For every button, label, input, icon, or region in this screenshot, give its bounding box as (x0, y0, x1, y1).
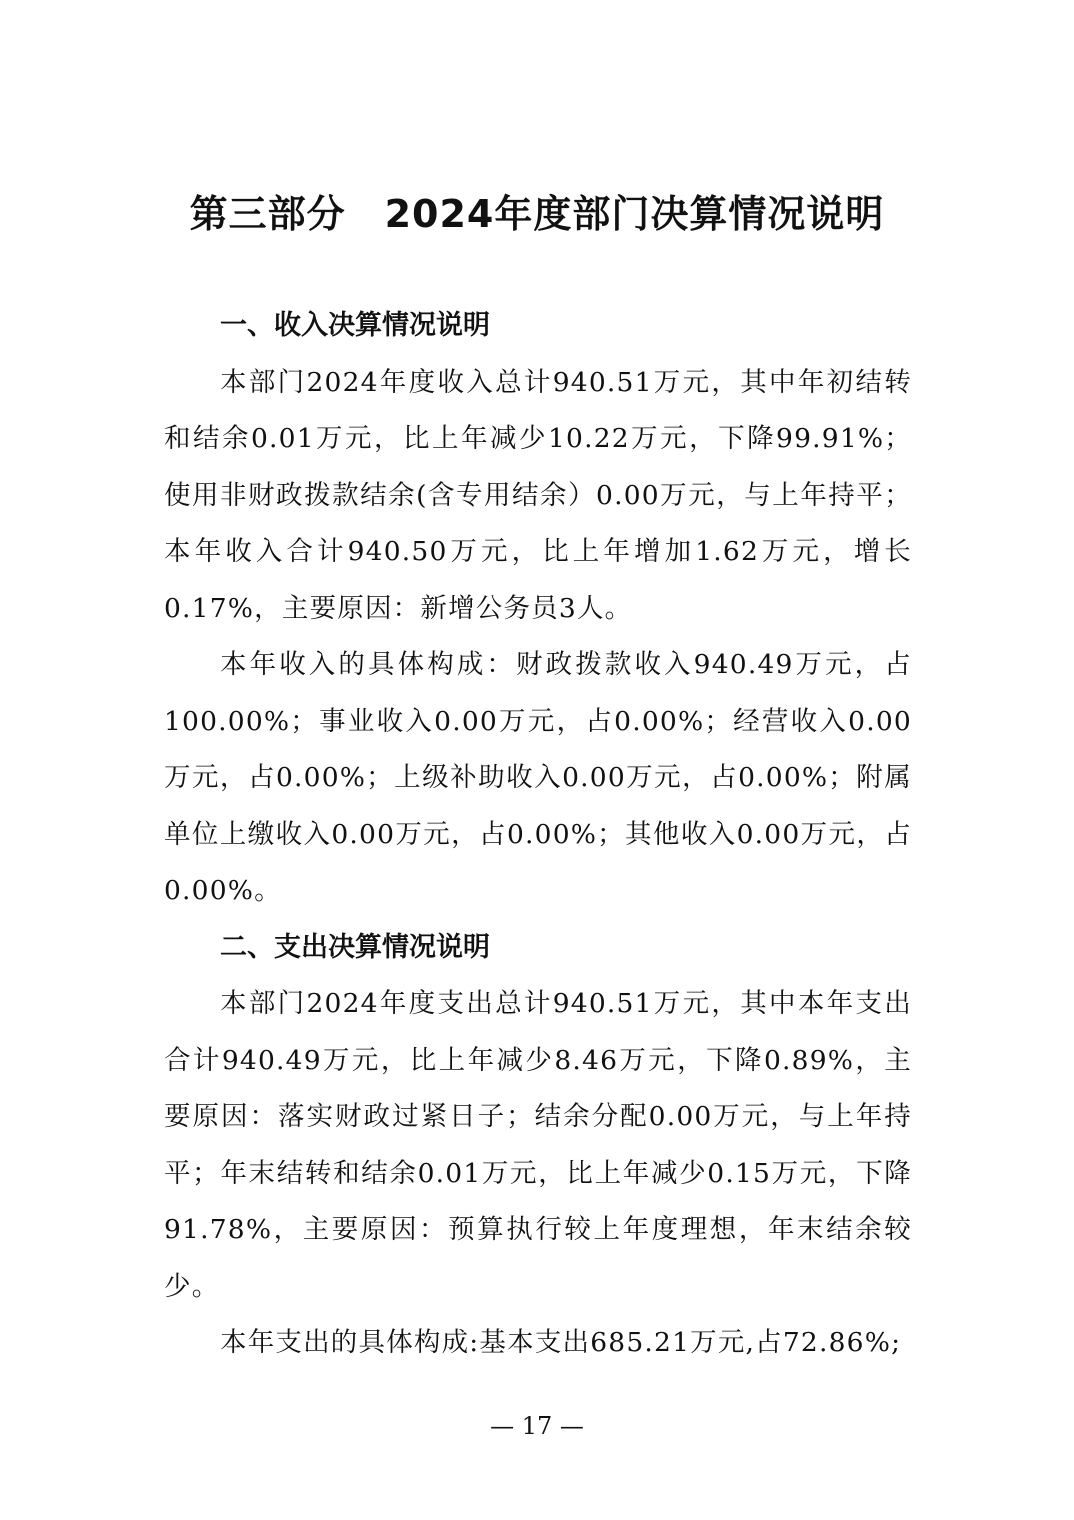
paragraph-expenditure-composition: 本年支出的具体构成:基本支出685.21万元,占72.86%; (220, 1327, 902, 1358)
paragraph-expenditure-total: 本部门2024年度支出总计940.51万元，其中本年支出合计940.49万元，比上年减少8.46万元，下降0.89%，主要原因：落实财政过紧日子；结余分配0.00万元，与上年持平；年末结转和结余0.01万元，比上年减少0.15万元，下降91.78%，主要原因：预算执行较上年度理想，年末结余较少。 (164, 988, 912, 1302)
paragraph-income-total: 本部门2024年度收入总计940.51万元，其中年初结转和结余0.01万元，比上年减少10.22万元，下降99.91%；使用非财政拨款结余(含专用结余）0.00万元，与上年持平；本年收入合计940.50万元，比上年增加1.62万元，增长0.17%，主要原因：新增公务员3人。 (164, 366, 912, 624)
page-number: — 17 — (490, 1412, 584, 1440)
section-heading-expenditure: 二、支出决算情况说明 (220, 931, 490, 963)
section-heading-income: 一、收入决算情况说明 (220, 310, 490, 341)
document-body (164, 298, 912, 1372)
page-title: 第三部分 2024年度部门决算情况说明 (189, 192, 885, 236)
paragraph-income-composition: 本年收入的具体构成：财政拨款收入940.49万元，占100.00%；事业收入0.00万元，占0.00%；经营收入0.00万元，占0.00%；上级补助收入0.00万元，占0.00%；附属单位上缴收入0.00万元，占0.00%；其他收入0.00万元，占0.00%。 (164, 649, 912, 906)
section-expenditure (164, 920, 912, 1372)
section-income (164, 298, 912, 920)
